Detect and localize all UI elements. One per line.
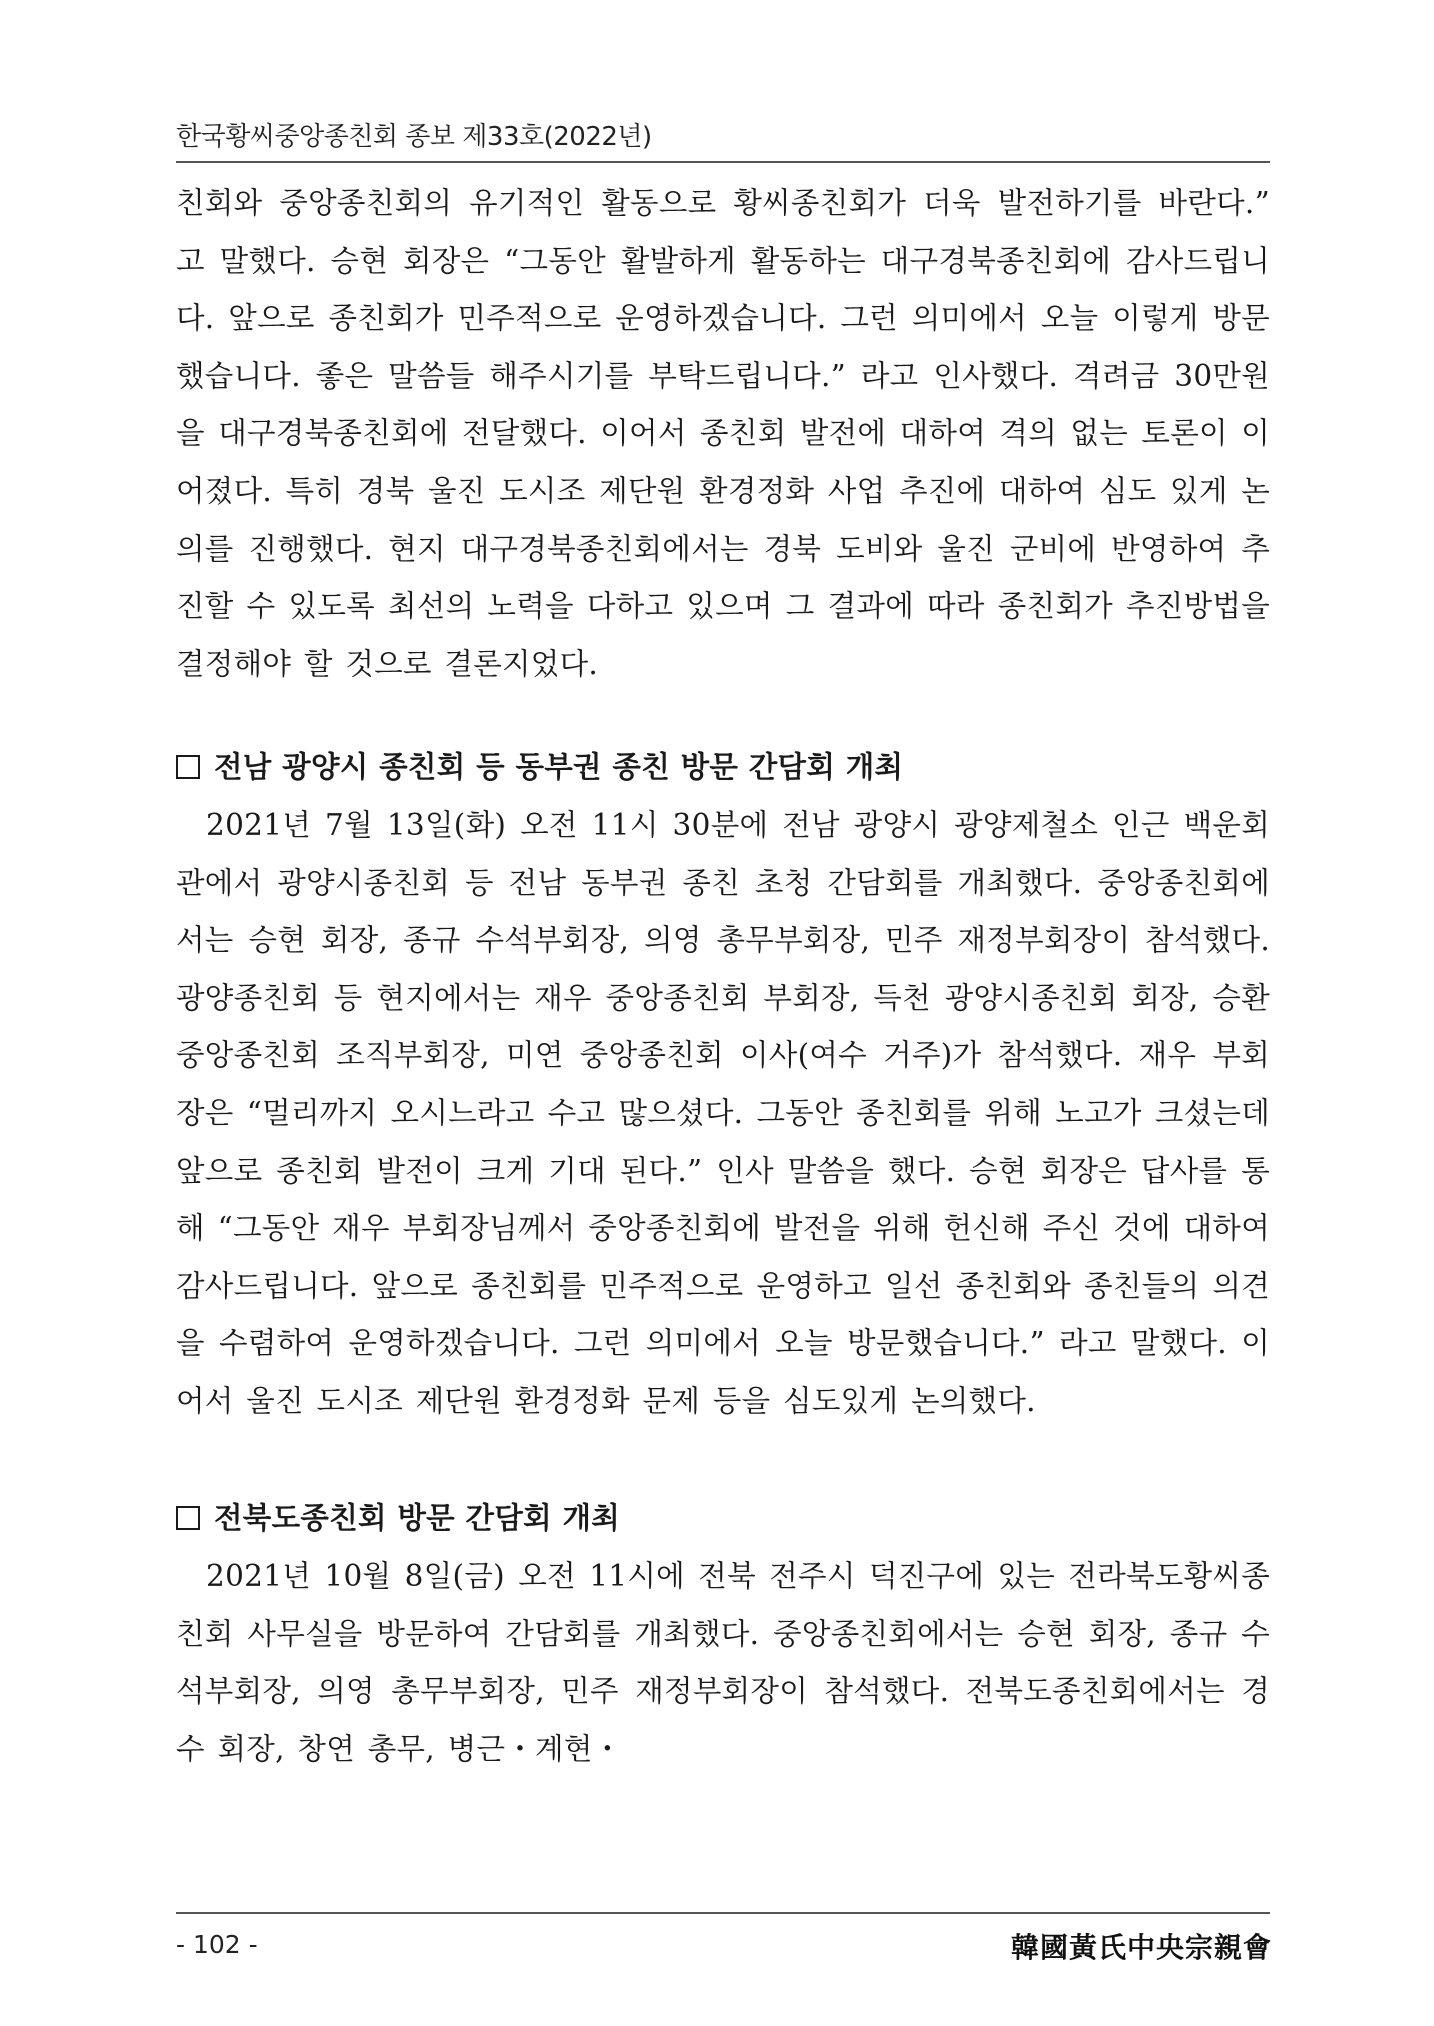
section-heading-text: 전남 광양시 종친회 등 동부권 종친 방문 간담회 개최 bbox=[214, 750, 904, 785]
header-rule bbox=[176, 161, 1270, 163]
page-body bbox=[176, 175, 1270, 1778]
footer-rule bbox=[176, 1912, 1270, 1914]
section-heading-text: 전북도종친회 방문 간담회 개최 bbox=[214, 1501, 621, 1536]
organization-logo-text: 韓國黃氏中央宗親會 bbox=[1010, 1931, 1272, 1964]
section-paragraph-gwangyang: 2021년 7월 13일(화) 오전 11시 30분에 전남 광양시 광양제철소 인근 백운회관에서 광양시종친회 등 전남 동부권 종친 초청 간담회를 개최했다. 중앙종친회에서는 승현 회장, 종규 수석부회장, 의영 총무부회장, 민주 재정부회장이 참석했다. 광양종친회 등 현지에서는 재우 중앙종친회 부회장, 득천 광양시종친회 회장, 승환 중앙종친회 조직부회장, 미연 중앙종친회 이사(여수 거주)가 참석했다. 재우 부회장은 “멀리까지 오시느라고 수고 많으셨다. 그동안 종친회를 위해 노고가 크셨는데 앞으로 종친회 발전이 크게 기대 된다.” 인사 말씀을 했다. 승현 회장은 답사를 통해 “그동안 재우 부회장님께서 중앙종친회에 발전을 위해 헌신해 주신 것에 대하여 감사드립니다. 앞으로 종친회를 민주적으로 운영하고 일선 종친회와 종친들의 의견을 수렴하여 운영하겠습니다. 그런 의미에서 오늘 방문했습니다.” 라고 말했다. 이어서 울진 도시조 제단원 환경정화 문제 등을 심도있게 논의했다. bbox=[176, 807, 1270, 1418]
section-heading-gwangyang bbox=[176, 739, 1270, 797]
square-outline-icon bbox=[176, 755, 200, 779]
page-number: - 102 - bbox=[176, 1930, 258, 1959]
section-paragraph-jeonbuk: 2021년 10월 8일(금) 오전 11시에 전북 전주시 덕진구에 있는 전라북도황씨종친회 사무실을 방문하여 간담회를 개최했다. 중앙종친회에서는 승현 회장, 종규 수석부회장, 의영 총무부회장, 민주 재정부회장이 참석했다. 전북도종친회에서는 경수 회장, 창연 총무, 병근・계현・ bbox=[176, 1559, 1270, 1766]
continued-paragraph: 친회와 중앙종친회의 유기적인 활동으로 황씨종친회가 더욱 발전하기를 바란다.” 고 말했다. 승현 회장은 “그동안 활발하게 활동하는 대구경북종친회에 감사드립니다. 앞으로 종친회가 민주적으로 운영하겠습니다. 그런 의미에서 오늘 이렇게 방문했습니다. 좋은 말씀들 해주시기를 부탁드립니다.” 라고 인사했다. 격려금 30만원을 대구경북종친회에 전달했다. 이어서 종친회 발전에 대하여 격의 없는 토론이 이어졌다. 특히 경북 울진 도시조 제단원 환경정화 사업 추진에 대하여 심도 있게 논의를 진행했다. 현지 대구경북종친회에서는 경북 도비와 울진 군비에 반영하여 추진할 수 있도록 최선의 노력을 다하고 있으며 그 결과에 따라 종친회가 추진방법을 결정해야 할 것으로 결론지었다. bbox=[176, 186, 1270, 681]
section-heading-jeonbuk bbox=[176, 1490, 1270, 1548]
running-header: 한국황씨중앙종친회 종보 제33호(2022년) bbox=[176, 122, 652, 152]
square-outline-icon bbox=[176, 1506, 200, 1530]
